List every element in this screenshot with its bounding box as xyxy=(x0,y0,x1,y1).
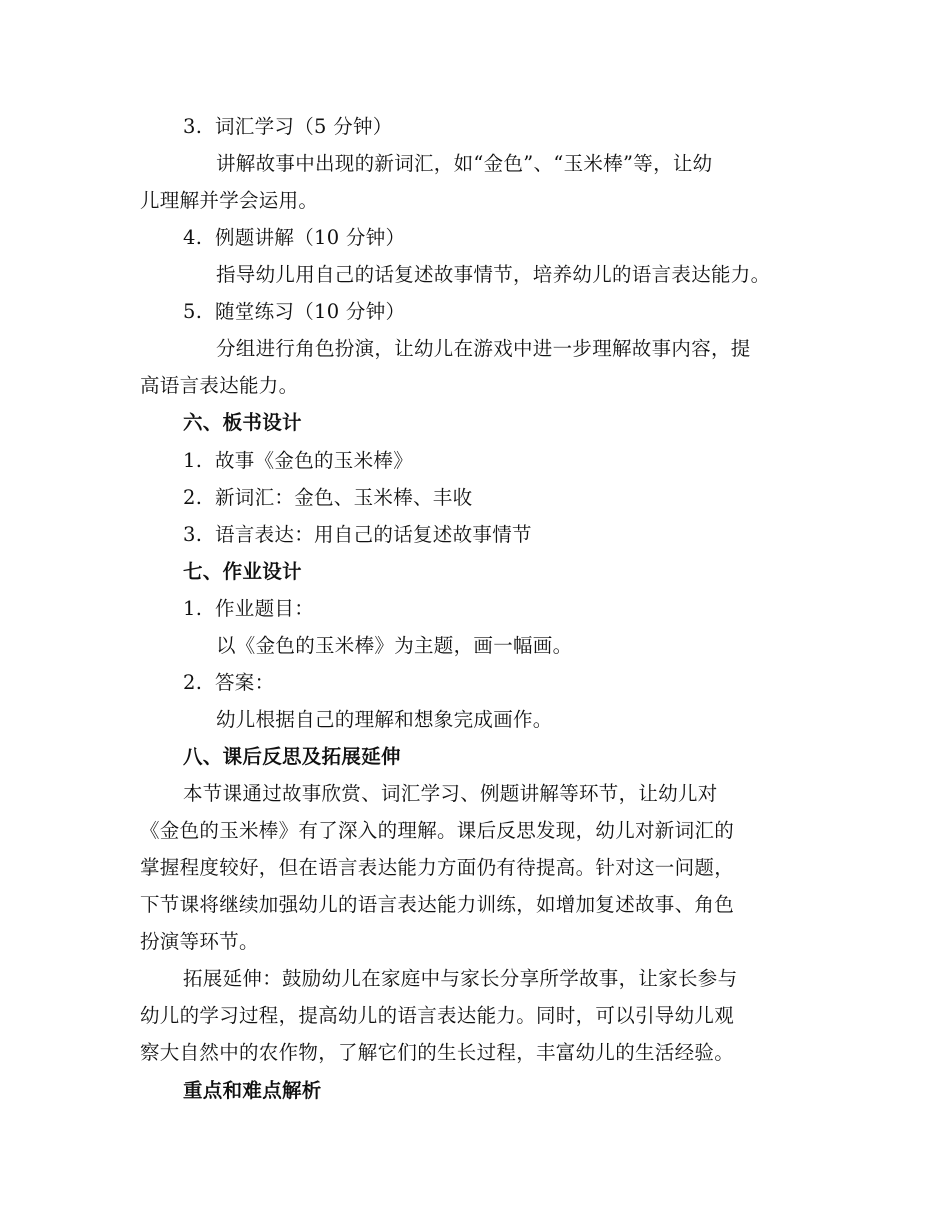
paragraph-line: 察大自然中的农作物，了解它们的生长过程，丰富幼儿的生活经验。 xyxy=(140,1041,735,1064)
paragraph-line: 本节课通过故事欣赏、词汇学习、例题讲解等环节，让幼儿对 xyxy=(183,782,718,805)
paragraph-line: 《金色的玉米棒》有了深入的理解。课后反思发现，幼儿对新词汇的 xyxy=(140,819,735,842)
list-item xyxy=(183,522,532,548)
paragraph-line: 扮演等环节。 xyxy=(140,930,259,953)
list-text: 新词汇：金色、玉米棒、丰收 xyxy=(215,486,473,509)
list-number: 5. xyxy=(183,300,203,323)
list-item xyxy=(183,448,413,474)
list-text: 作业题目： xyxy=(215,597,315,620)
list-text: 语言表达：用自己的话复述故事情节 xyxy=(215,523,532,546)
paragraph-line: 幼儿根据自己的理解和想象完成画作。 xyxy=(216,708,553,731)
paragraph-line: 拓展延伸：鼓励幼儿在家庭中与家长分享所学故事，让家长参与 xyxy=(183,967,738,990)
list-text: 故事《金色的玉米棒》 xyxy=(215,449,414,472)
list-text: 答案： xyxy=(215,671,275,694)
section-heading: 六、板书设计 xyxy=(183,411,302,434)
paragraph-line: 以《金色的玉米棒》为主题，画一幅画。 xyxy=(216,634,573,657)
paragraph-line: 下节课将继续加强幼儿的语言表达能力训练，如增加复述故事、角色 xyxy=(140,893,735,916)
list-number: 3. xyxy=(183,115,203,138)
list-item xyxy=(183,485,472,511)
list-number: 1. xyxy=(183,449,203,472)
list-number: 4. xyxy=(183,226,203,249)
paragraph-line: 儿理解并学会运用。 xyxy=(140,189,319,212)
section-3-title xyxy=(183,114,393,140)
section-heading: 七、作业设计 xyxy=(183,560,302,583)
list-number: 2. xyxy=(183,486,203,509)
list-item xyxy=(183,670,274,696)
list-number: 3. xyxy=(183,523,203,546)
list-item xyxy=(183,596,314,622)
paragraph-line: 分组进行角色扮演，让幼儿在游戏中进一步理解故事内容，提 xyxy=(216,337,751,360)
section-heading: 重点和难点解析 xyxy=(183,1079,322,1102)
list-number: 2. xyxy=(183,671,203,694)
list-text: 随堂练习（10 分钟） xyxy=(215,300,406,323)
paragraph-line: 幼儿的学习过程，提高幼儿的语言表达能力。同时，可以引导幼儿观 xyxy=(140,1004,735,1027)
list-text: 例题讲解（10 分钟） xyxy=(215,226,406,249)
section-heading: 八、课后反思及拓展延伸 xyxy=(183,745,401,768)
section-5-title xyxy=(183,299,405,325)
paragraph-line: 指导幼儿用自己的话复述故事情节，培养幼儿的语言表达能力。 xyxy=(216,263,771,286)
paragraph-line: 讲解故事中出现的新词汇，如“金色”、“玉米棒”等，让幼 xyxy=(216,152,713,175)
paragraph-line: 掌握程度较好，但在语言表达能力方面仍有待提高。针对这一问题， xyxy=(140,856,735,879)
paragraph-line: 高语言表达能力。 xyxy=(140,374,299,397)
list-text: 词汇学习（5 分钟） xyxy=(215,115,393,138)
list-number: 1. xyxy=(183,597,203,620)
section-4-title xyxy=(183,225,405,251)
